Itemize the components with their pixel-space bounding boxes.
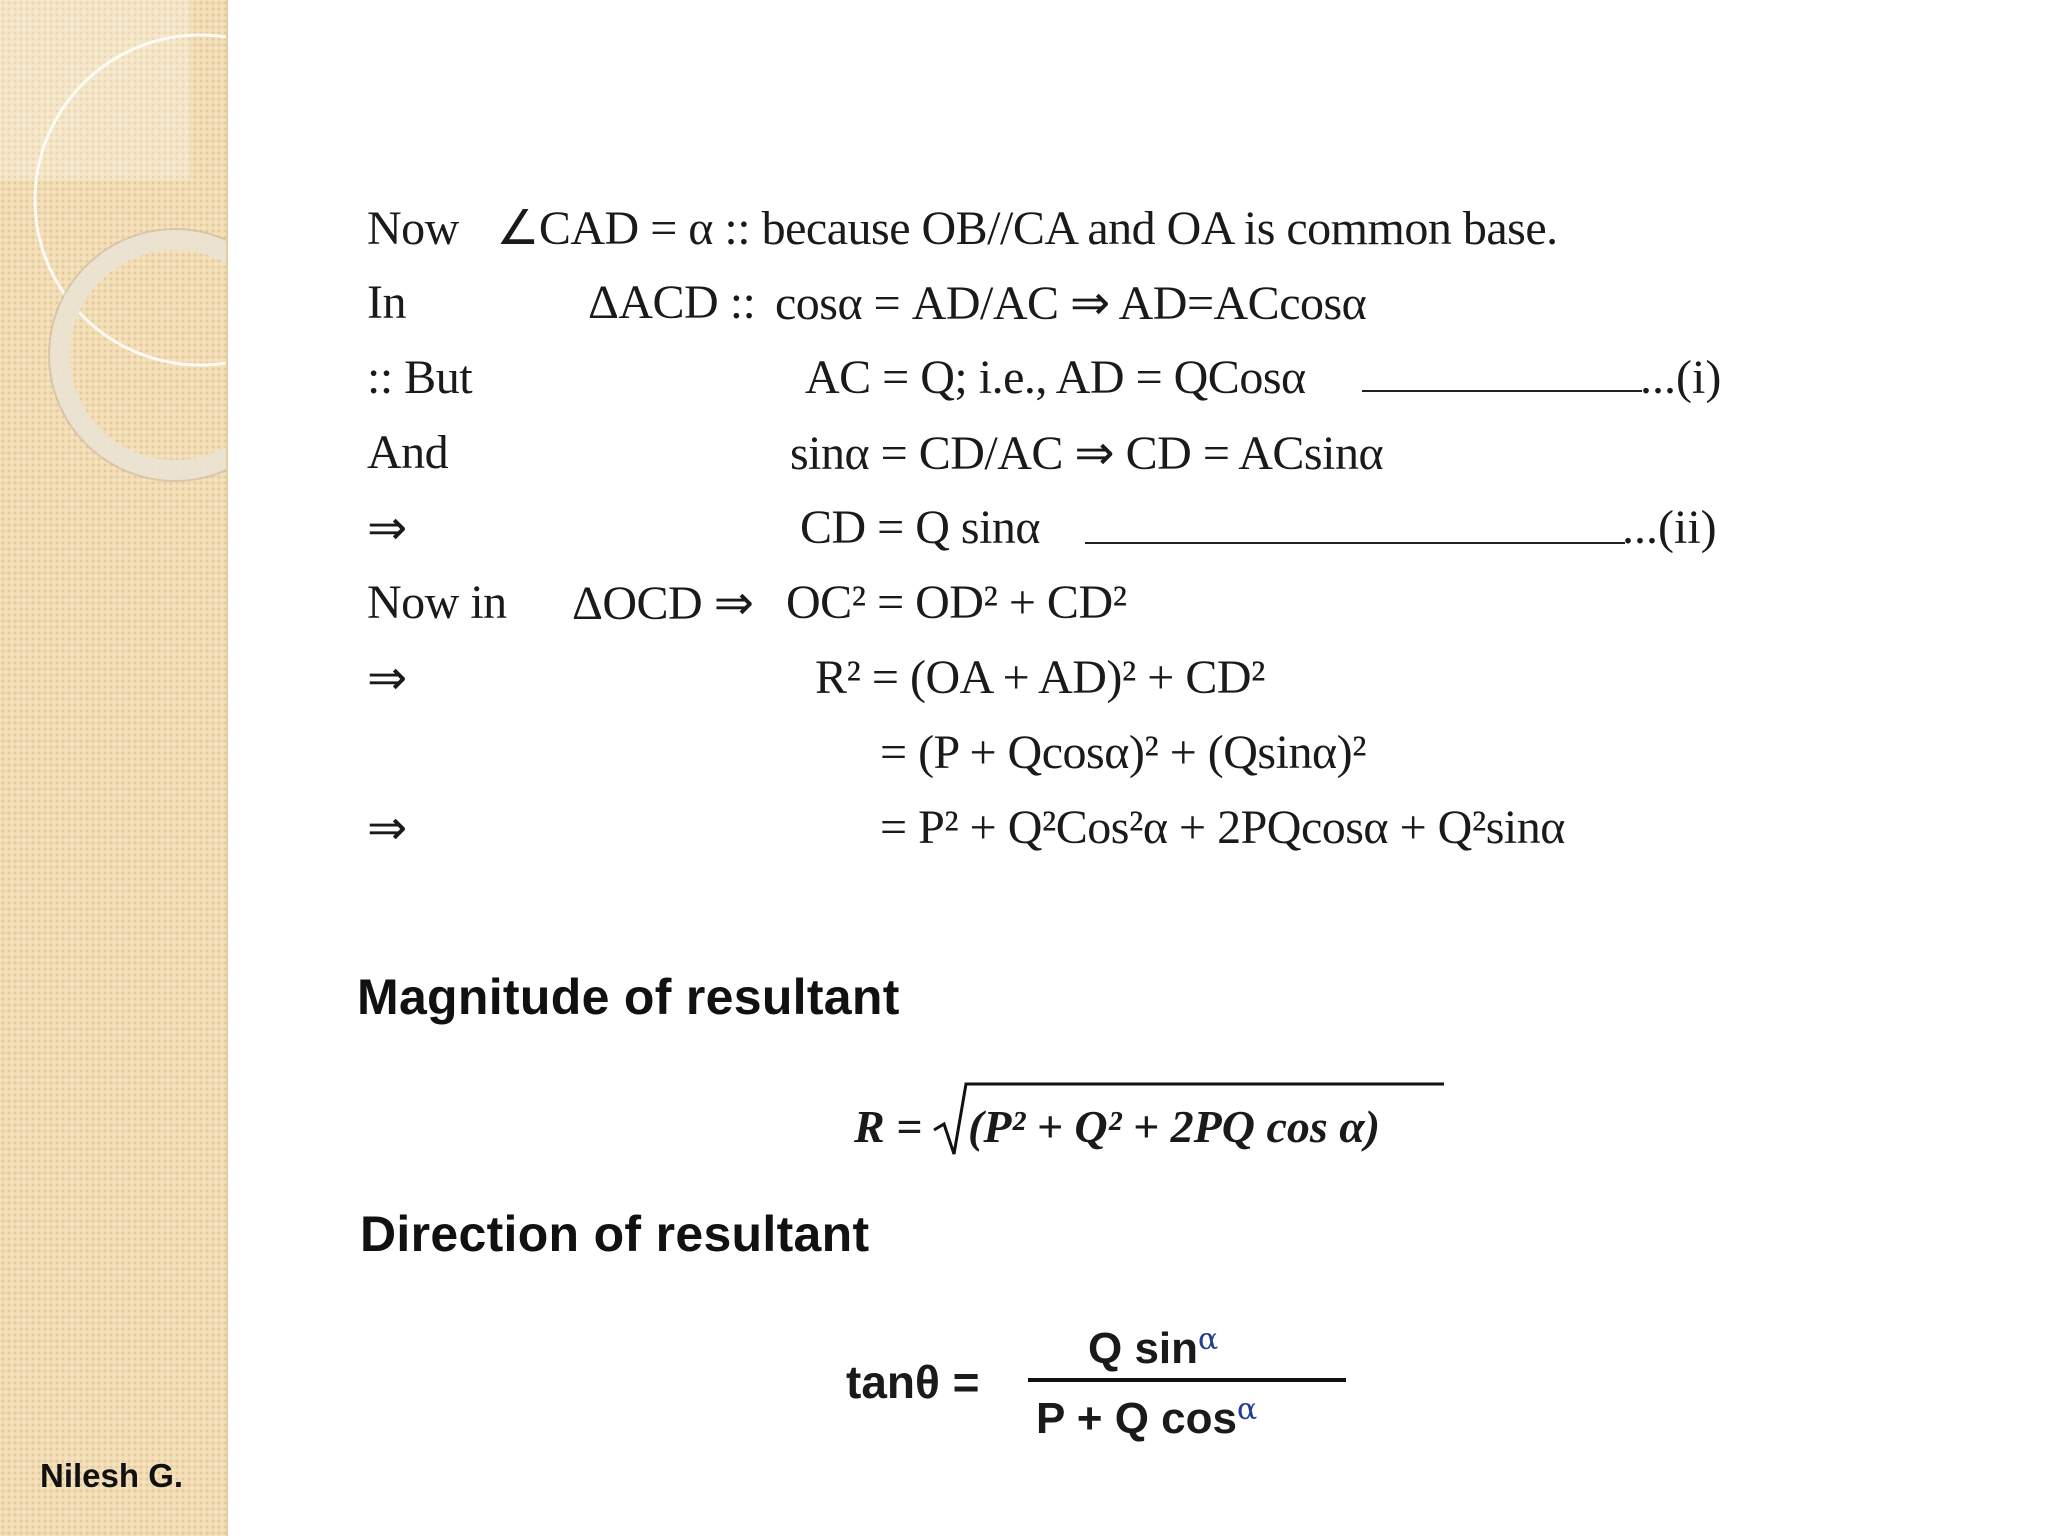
line-expression: = P² + Q²Cos²α + 2PQcosα + Q²sinα bbox=[880, 801, 1565, 854]
line-expression: R² = (OA + AD)² + CD² bbox=[815, 651, 1265, 704]
line-label: In bbox=[367, 276, 406, 329]
alpha-symbol: α bbox=[1236, 1392, 1258, 1427]
line-label: And bbox=[367, 426, 449, 479]
triangle-acd: ΔACD :: bbox=[588, 276, 756, 329]
fraction-denominator bbox=[1036, 1392, 1257, 1444]
implies-symbol: ⇒ bbox=[367, 502, 407, 555]
line-expression: cosα = AD/AC ⇒ AD=ACcosα bbox=[775, 277, 1367, 330]
formula-lhs: R = bbox=[854, 1101, 923, 1152]
line-expression: = (P + Qcosα)² + (Qsinα)² bbox=[880, 726, 1366, 779]
decorative-rings-icon bbox=[0, 0, 226, 1536]
denominator-text: P + Q cos bbox=[1036, 1394, 1237, 1443]
magnitude-formula bbox=[854, 1080, 1381, 1160]
line-expression: CD = Q sinα bbox=[800, 501, 1041, 554]
magnitude-heading: Magnitude of resultant bbox=[357, 969, 900, 1025]
equation-leader-line bbox=[1362, 390, 1642, 392]
derivation-line-1 bbox=[367, 200, 1558, 256]
equation-leader-line bbox=[1085, 542, 1625, 544]
decorative-sidebar bbox=[0, 0, 228, 1536]
equation-tag-i: ...(i) bbox=[1640, 351, 1722, 404]
numerator-text: Q sin bbox=[1088, 1324, 1199, 1373]
fraction-numerator bbox=[1088, 1322, 1218, 1374]
line-expression: ∠CAD = α :: because OB//CA and OA is common base. bbox=[496, 202, 1558, 255]
line-expression: sinα = CD/AC ⇒ CD = ACsinα bbox=[790, 427, 1384, 480]
author-name: Nilesh G. bbox=[40, 1457, 184, 1494]
direction-heading: Direction of resultant bbox=[360, 1206, 870, 1262]
line-label: Now in bbox=[367, 576, 507, 629]
fraction-bar bbox=[1028, 1378, 1346, 1382]
formula-rhs: (P² + Q² + 2PQ cos α) bbox=[968, 1101, 1381, 1152]
line-label: :: But bbox=[367, 351, 473, 404]
implies-symbol: ⇒ bbox=[367, 652, 407, 705]
alpha-symbol: α bbox=[1198, 1322, 1219, 1357]
equation-tag-ii: ...(ii) bbox=[1622, 501, 1717, 554]
implies-symbol: ⇒ bbox=[367, 802, 407, 855]
triangle-ocd: ΔOCD ⇒ bbox=[572, 577, 754, 630]
line-expression: AC = Q; i.e., AD = QCosα bbox=[805, 351, 1306, 404]
line-expression: OC² = OD² + CD² bbox=[786, 576, 1127, 629]
tan-theta-lhs: tanθ = bbox=[846, 1356, 980, 1408]
line-label: Now bbox=[367, 202, 459, 255]
